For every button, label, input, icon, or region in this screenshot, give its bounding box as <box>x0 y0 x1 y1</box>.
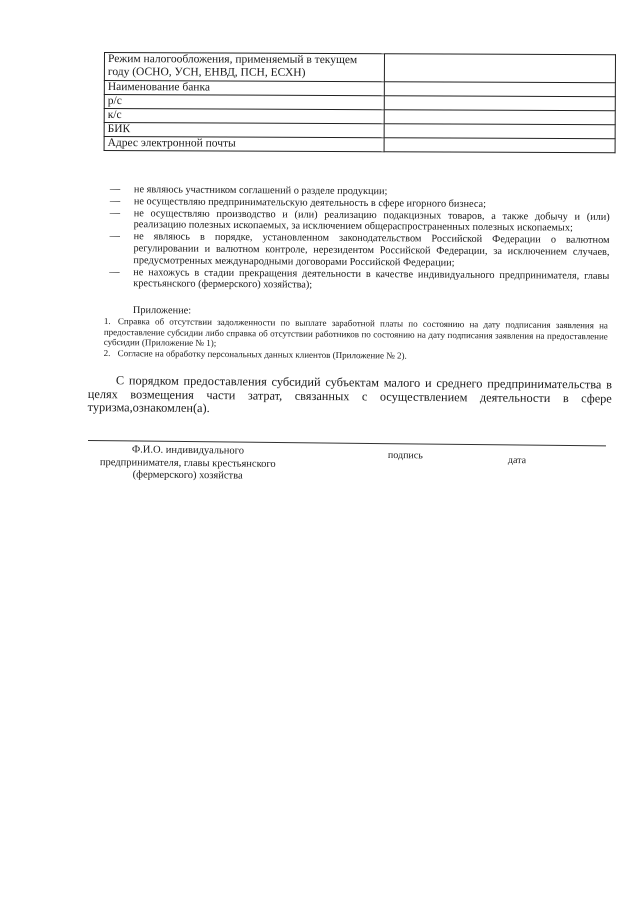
declaration-text: не нахожусь в стадии прекращения деятельности в качестве индивидуального предпринимателя, главы крестьянского (фермерского) хозяйства); <box>133 266 610 291</box>
bank-name-label: Наименование банка <box>104 81 384 96</box>
appendix-number: 1. <box>103 316 111 327</box>
list-item <box>109 231 609 270</box>
appendix-number: 2. <box>103 347 111 358</box>
declaration-text: не осуществляю предпринимательскую деятельность в сфере игорного бизнеса; <box>133 195 487 210</box>
date-caption: дата <box>507 455 527 467</box>
bik-value <box>384 124 615 139</box>
email-value <box>384 138 615 153</box>
signature-caption: подпись <box>387 450 423 462</box>
tax-regime-value <box>384 54 615 83</box>
list-item <box>109 267 609 295</box>
correspondent-account-value <box>384 110 615 125</box>
tax-regime-label: Режим налогообложения, применяемый в текущем году (ОСНО, УСН, ЕНВД, ПСН, ЕСХН) <box>104 53 384 82</box>
bik-label: БИК <box>104 123 384 138</box>
list-item <box>104 316 608 352</box>
settlement-account-value <box>384 96 615 111</box>
declaration-text: не осуществляю производство и (или) реализацию подакцизных товаров, а также добычу и (или) реализацию полезных ископаемых, за исключением общераспространенных полезных ископаемых; <box>133 207 610 235</box>
declaration-text: не являюсь участником соглашений о разделе продукции; <box>133 184 388 198</box>
dash-mark: — <box>109 184 121 196</box>
requisites-table <box>104 52 616 153</box>
signature-fio-caption: Ф.И.О. индивидуального предпринимателя, главы крестьянского (фермерского) хозяйства <box>99 444 276 482</box>
correspondent-account-label: к/с <box>104 109 384 124</box>
table-row <box>104 53 615 83</box>
declarations-list <box>109 184 610 294</box>
settlement-account-label: р/с <box>104 95 384 110</box>
email-label: Адрес электронной почты <box>104 137 384 152</box>
dash-mark: — <box>109 195 121 207</box>
appendix-text: Согласие на обработку персональных данных клиентов (Приложение № 2). <box>117 347 407 361</box>
dash-mark: — <box>109 266 120 278</box>
dash-mark: — <box>109 207 121 219</box>
table-row <box>104 81 615 97</box>
table-row <box>104 137 615 153</box>
consent-statement: С порядком предоставления субсидий субъектам малого и среднего предпринимательства в целях возмещения части затрат, связанных с осуществлением деятельности в сфере туризма,ознакомлен(а). <box>87 373 612 416</box>
appendix-text: Справка об отсутствии задолженности по выплате заработной платы по состоянию на дату подписания заявления на предоставление субсидии либо справка об отсутствии работников по состоянию на дату подписания заявления на предоставление субсидии (Приложение № 1); <box>103 316 608 349</box>
declaration-text: не являюсь в порядке, установленном законодательством Российской Федерации о валютном регулировании и валютном контроле, нерезидентом Российской Федерации, за исключением случаев, предусмотренных международными договорами Российской Федерации; <box>133 231 610 269</box>
dash-mark: — <box>109 231 120 243</box>
bank-name-value <box>384 82 615 97</box>
appendix-list <box>104 316 608 363</box>
appendix-title: Приложение: <box>132 305 192 317</box>
